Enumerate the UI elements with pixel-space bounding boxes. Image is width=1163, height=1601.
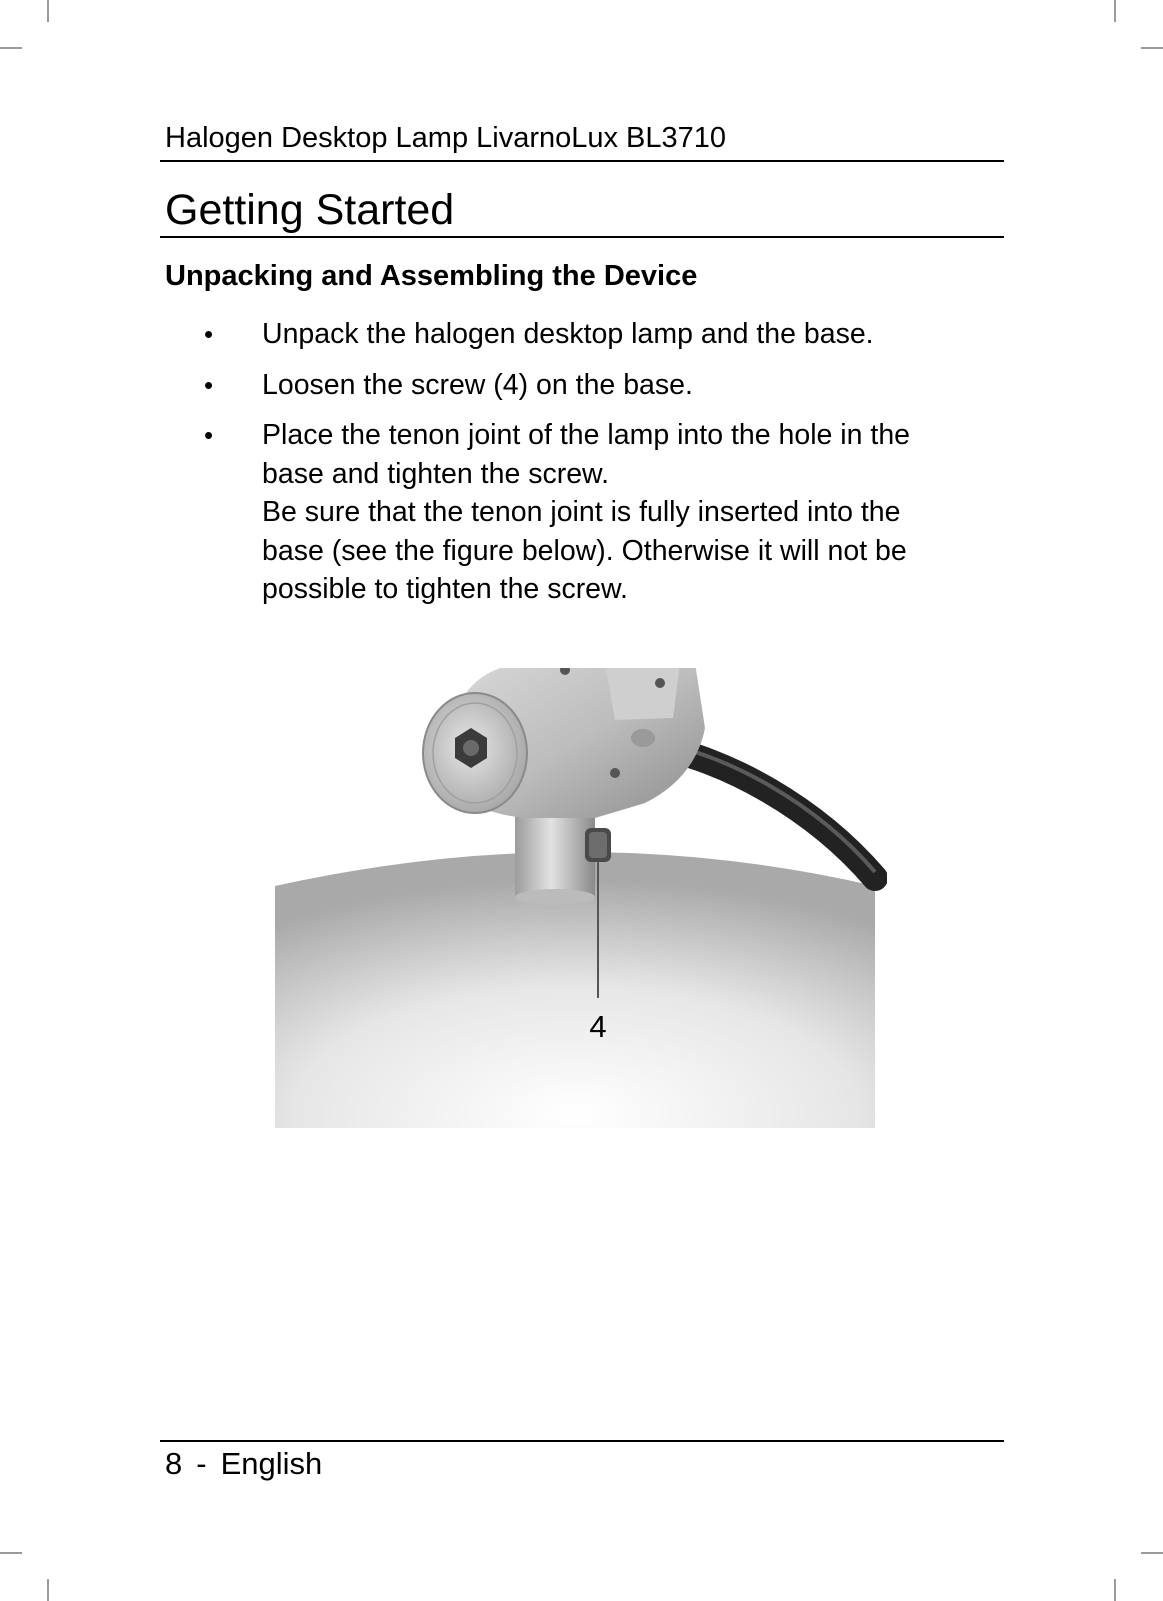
page-footer xyxy=(165,1445,322,1483)
chapter-title: Getting Started xyxy=(165,186,455,234)
crop-mark xyxy=(0,1552,22,1554)
crop-mark xyxy=(1114,0,1116,22)
footer-rule xyxy=(160,1440,1004,1442)
list-item-text: Place the tenon joint of the lamp into the hole in the xyxy=(262,419,911,451)
list-item-text: Unpack the halogen desktop lamp and the base. xyxy=(262,318,874,350)
list-item-text: Be sure that the tenon joint is fully inserted into the xyxy=(262,496,901,528)
crop-mark xyxy=(47,1579,49,1601)
tenon-post xyxy=(515,808,595,898)
instruction-list xyxy=(200,315,980,621)
list-item xyxy=(200,416,980,609)
lamp-base-photo xyxy=(275,668,887,1128)
list-item-text: base and tighten the screw. xyxy=(262,457,609,490)
footer-language: English xyxy=(220,1446,323,1481)
crop-mark xyxy=(1141,47,1163,49)
callout-label-4: 4 xyxy=(589,1009,607,1044)
bullet-icon: • xyxy=(204,319,214,349)
bullet-icon: • xyxy=(204,369,214,400)
section-heading: Unpacking and Assembling the Device xyxy=(165,260,698,292)
crop-mark xyxy=(47,0,49,22)
crop-mark xyxy=(1141,1552,1163,1554)
chapter-rule xyxy=(160,236,1004,238)
list-item xyxy=(200,366,980,405)
running-header: Halogen Desktop Lamp LivarnoLux BL3710 xyxy=(165,122,727,154)
list-item-text: base (see the figure below). Otherwise it will not be xyxy=(262,534,907,567)
list-item-text: possible to tighten the screw. xyxy=(262,573,628,605)
lamp-base-illustration xyxy=(275,668,887,1128)
crop-mark xyxy=(0,47,22,49)
header-rule xyxy=(160,160,1004,162)
footer-separator: - xyxy=(196,1446,207,1481)
list-item-text: Loosen the screw (4) on the base. xyxy=(262,368,693,401)
page-number: 8 xyxy=(165,1446,183,1481)
crop-mark xyxy=(1114,1579,1116,1601)
list-item xyxy=(200,315,980,354)
bullet-icon: • xyxy=(204,420,214,450)
